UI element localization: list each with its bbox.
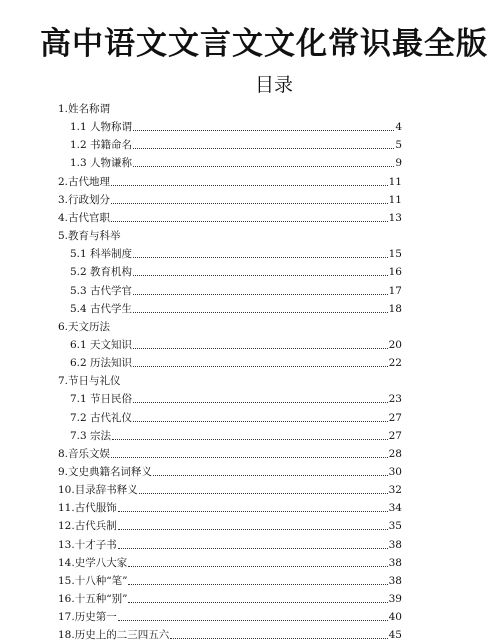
toc-page-number: 13: [388, 211, 402, 224]
toc-dot-leader: [133, 347, 388, 349]
toc-entry: [58, 536, 402, 552]
toc-page-number: 34: [388, 502, 402, 515]
toc-page-number: 5: [395, 139, 402, 152]
toc-entry: [58, 445, 402, 461]
toc-page-number: 18: [388, 302, 402, 315]
toc-dot-leader: [128, 601, 387, 603]
toc-dot-leader: [133, 365, 388, 367]
toc-entry-label: 1.1 人物称谓: [70, 121, 133, 134]
toc-dot-leader: [112, 438, 388, 440]
toc-entry-label: 5.1 科举制度: [70, 248, 133, 261]
toc-page-number: 38: [388, 556, 402, 569]
toc-subentry: [70, 354, 402, 370]
toc-dot-leader: [133, 256, 388, 258]
toc-page-number: 27: [388, 411, 402, 424]
toc-page-number: 17: [388, 284, 402, 297]
toc-entry-label: 6.1 天文知识: [70, 338, 133, 351]
toc-page-number: 15: [388, 248, 402, 261]
toc-entry: [58, 173, 402, 189]
toc-entry-label: 6.天文历法: [58, 320, 111, 333]
toc-page-number: 38: [388, 538, 402, 551]
toc-subentry: [70, 245, 402, 261]
toc-entry-label: 5.2 教育机构: [70, 266, 133, 279]
toc-entry: [58, 463, 402, 479]
toc-dot-leader: [133, 274, 388, 276]
toc-entry-label: 7.1 节日民俗: [70, 393, 133, 406]
toc-subentry: [70, 409, 402, 425]
toc-page-number: 32: [388, 484, 402, 497]
toc-subentry: [70, 136, 402, 152]
toc-subentry: [70, 154, 402, 170]
toc-dot-leader: [128, 565, 387, 567]
toc-page-number: 40: [388, 611, 402, 624]
toc-entry: [58, 517, 402, 533]
toc-entry-label: 4.古代官职: [58, 211, 111, 224]
toc-heading: 目录: [254, 74, 293, 96]
toc-entry-label: 5.3 古代学官: [70, 284, 133, 297]
toc-dot-leader: [139, 492, 388, 494]
toc-entry: [58, 209, 402, 225]
toc-entry-label: 1.姓名称谓: [58, 103, 111, 115]
toc-entry-label: 1.3 人物谦称: [70, 157, 133, 170]
toc-dot-leader: [133, 311, 388, 313]
toc-entry-label: 5.4 古代学生: [70, 302, 133, 315]
toc-page-number: 30: [388, 466, 402, 478]
toc-page-number: 22: [388, 357, 402, 370]
toc-dot-leader: [118, 547, 388, 549]
toc-entry-label: 14.史学八大家: [58, 556, 128, 569]
toc-subentry: [70, 282, 402, 298]
toc-page-number: 38: [388, 574, 402, 587]
toc-subentry: [70, 390, 402, 406]
toc-page-number: 20: [388, 338, 402, 351]
toc-dot-leader: [128, 583, 387, 585]
toc-dot-leader: [118, 510, 388, 512]
toc-entry: [58, 481, 402, 497]
toc-dot-leader: [133, 420, 388, 422]
toc-entry: [58, 372, 402, 388]
toc-entry: [58, 318, 402, 334]
toc-dot-leader: [170, 637, 387, 639]
toc-page-number: 35: [388, 520, 402, 533]
toc-entry: [58, 100, 402, 116]
toc-subentry: [70, 118, 402, 134]
toc-entry-label: 11.古代服饰: [58, 502, 117, 515]
toc-entry: [58, 499, 402, 515]
toc-dot-leader: [118, 619, 388, 621]
toc-page-number: 9: [395, 157, 402, 170]
toc-page-number: 11: [388, 175, 402, 188]
toc-entry-label: 7.3 宗法: [70, 429, 112, 442]
toc-page-number: 45: [388, 629, 402, 642]
toc-page-number: 16: [388, 266, 402, 279]
toc-dot-leader: [133, 293, 388, 295]
toc-entry-label: 16.十五种“别”: [58, 593, 128, 606]
toc-page-number: 23: [388, 393, 402, 406]
toc-subentry: [70, 427, 402, 443]
toc-entry: [58, 227, 402, 243]
toc-dot-leader: [133, 129, 394, 131]
toc-entry-label: 10.目录辞书释义: [58, 484, 138, 497]
toc-entry-label: 5.教育与科举: [58, 230, 121, 243]
toc-dot-leader: [111, 184, 388, 186]
toc-subentry: [70, 263, 402, 279]
toc-page-number: 4: [395, 121, 402, 134]
toc-entry: [58, 554, 402, 570]
toc-page-number: 39: [388, 593, 402, 606]
toc-entry-label: 15.十八种“笔”: [58, 574, 128, 587]
toc-entry: [58, 191, 402, 207]
toc-entry-label: 13.十才子书: [58, 538, 117, 551]
toc-entry-label: 7.节日与礼仪: [58, 375, 121, 388]
toc-page-number: 11: [388, 193, 402, 206]
toc-dot-leader: [111, 220, 388, 222]
toc-entry-label: 12.古代兵制: [58, 520, 117, 533]
toc-entry-label: 7.2 古代礼仪: [70, 411, 133, 424]
toc-dot-leader: [118, 528, 388, 530]
toc-entry-label: 2.古代地理: [58, 175, 111, 188]
toc-entry: [58, 590, 402, 606]
toc-entry: [58, 572, 402, 588]
toc-dot-leader: [133, 147, 394, 149]
toc-dot-leader: [111, 456, 388, 458]
toc-entry-label: 8.音乐文娱: [58, 447, 111, 460]
toc-subentry: [70, 336, 402, 352]
toc-subentry: [70, 300, 402, 316]
toc-dot-leader: [153, 474, 388, 476]
toc-entry-label: 6.2 历法知识: [70, 357, 133, 370]
toc-dot-leader: [111, 202, 388, 204]
toc-entry-label: 18.历史上的二三四五六: [58, 629, 170, 642]
toc-dot-leader: [133, 401, 388, 403]
toc-entry-label: 1.2 书籍命名: [70, 139, 133, 152]
toc-dot-leader: [133, 165, 394, 167]
toc-entry-label: 17.历史第一: [58, 611, 117, 624]
toc-page-number: 27: [388, 429, 402, 442]
toc-page-number: 28: [388, 447, 402, 460]
toc-entry: [58, 626, 402, 642]
toc-entry-label: 9.文史典籍名词释义: [58, 466, 153, 478]
toc-entry-label: 3.行政划分: [58, 193, 111, 206]
document-title: 高中语文文言文文化常识最全版: [40, 26, 488, 62]
